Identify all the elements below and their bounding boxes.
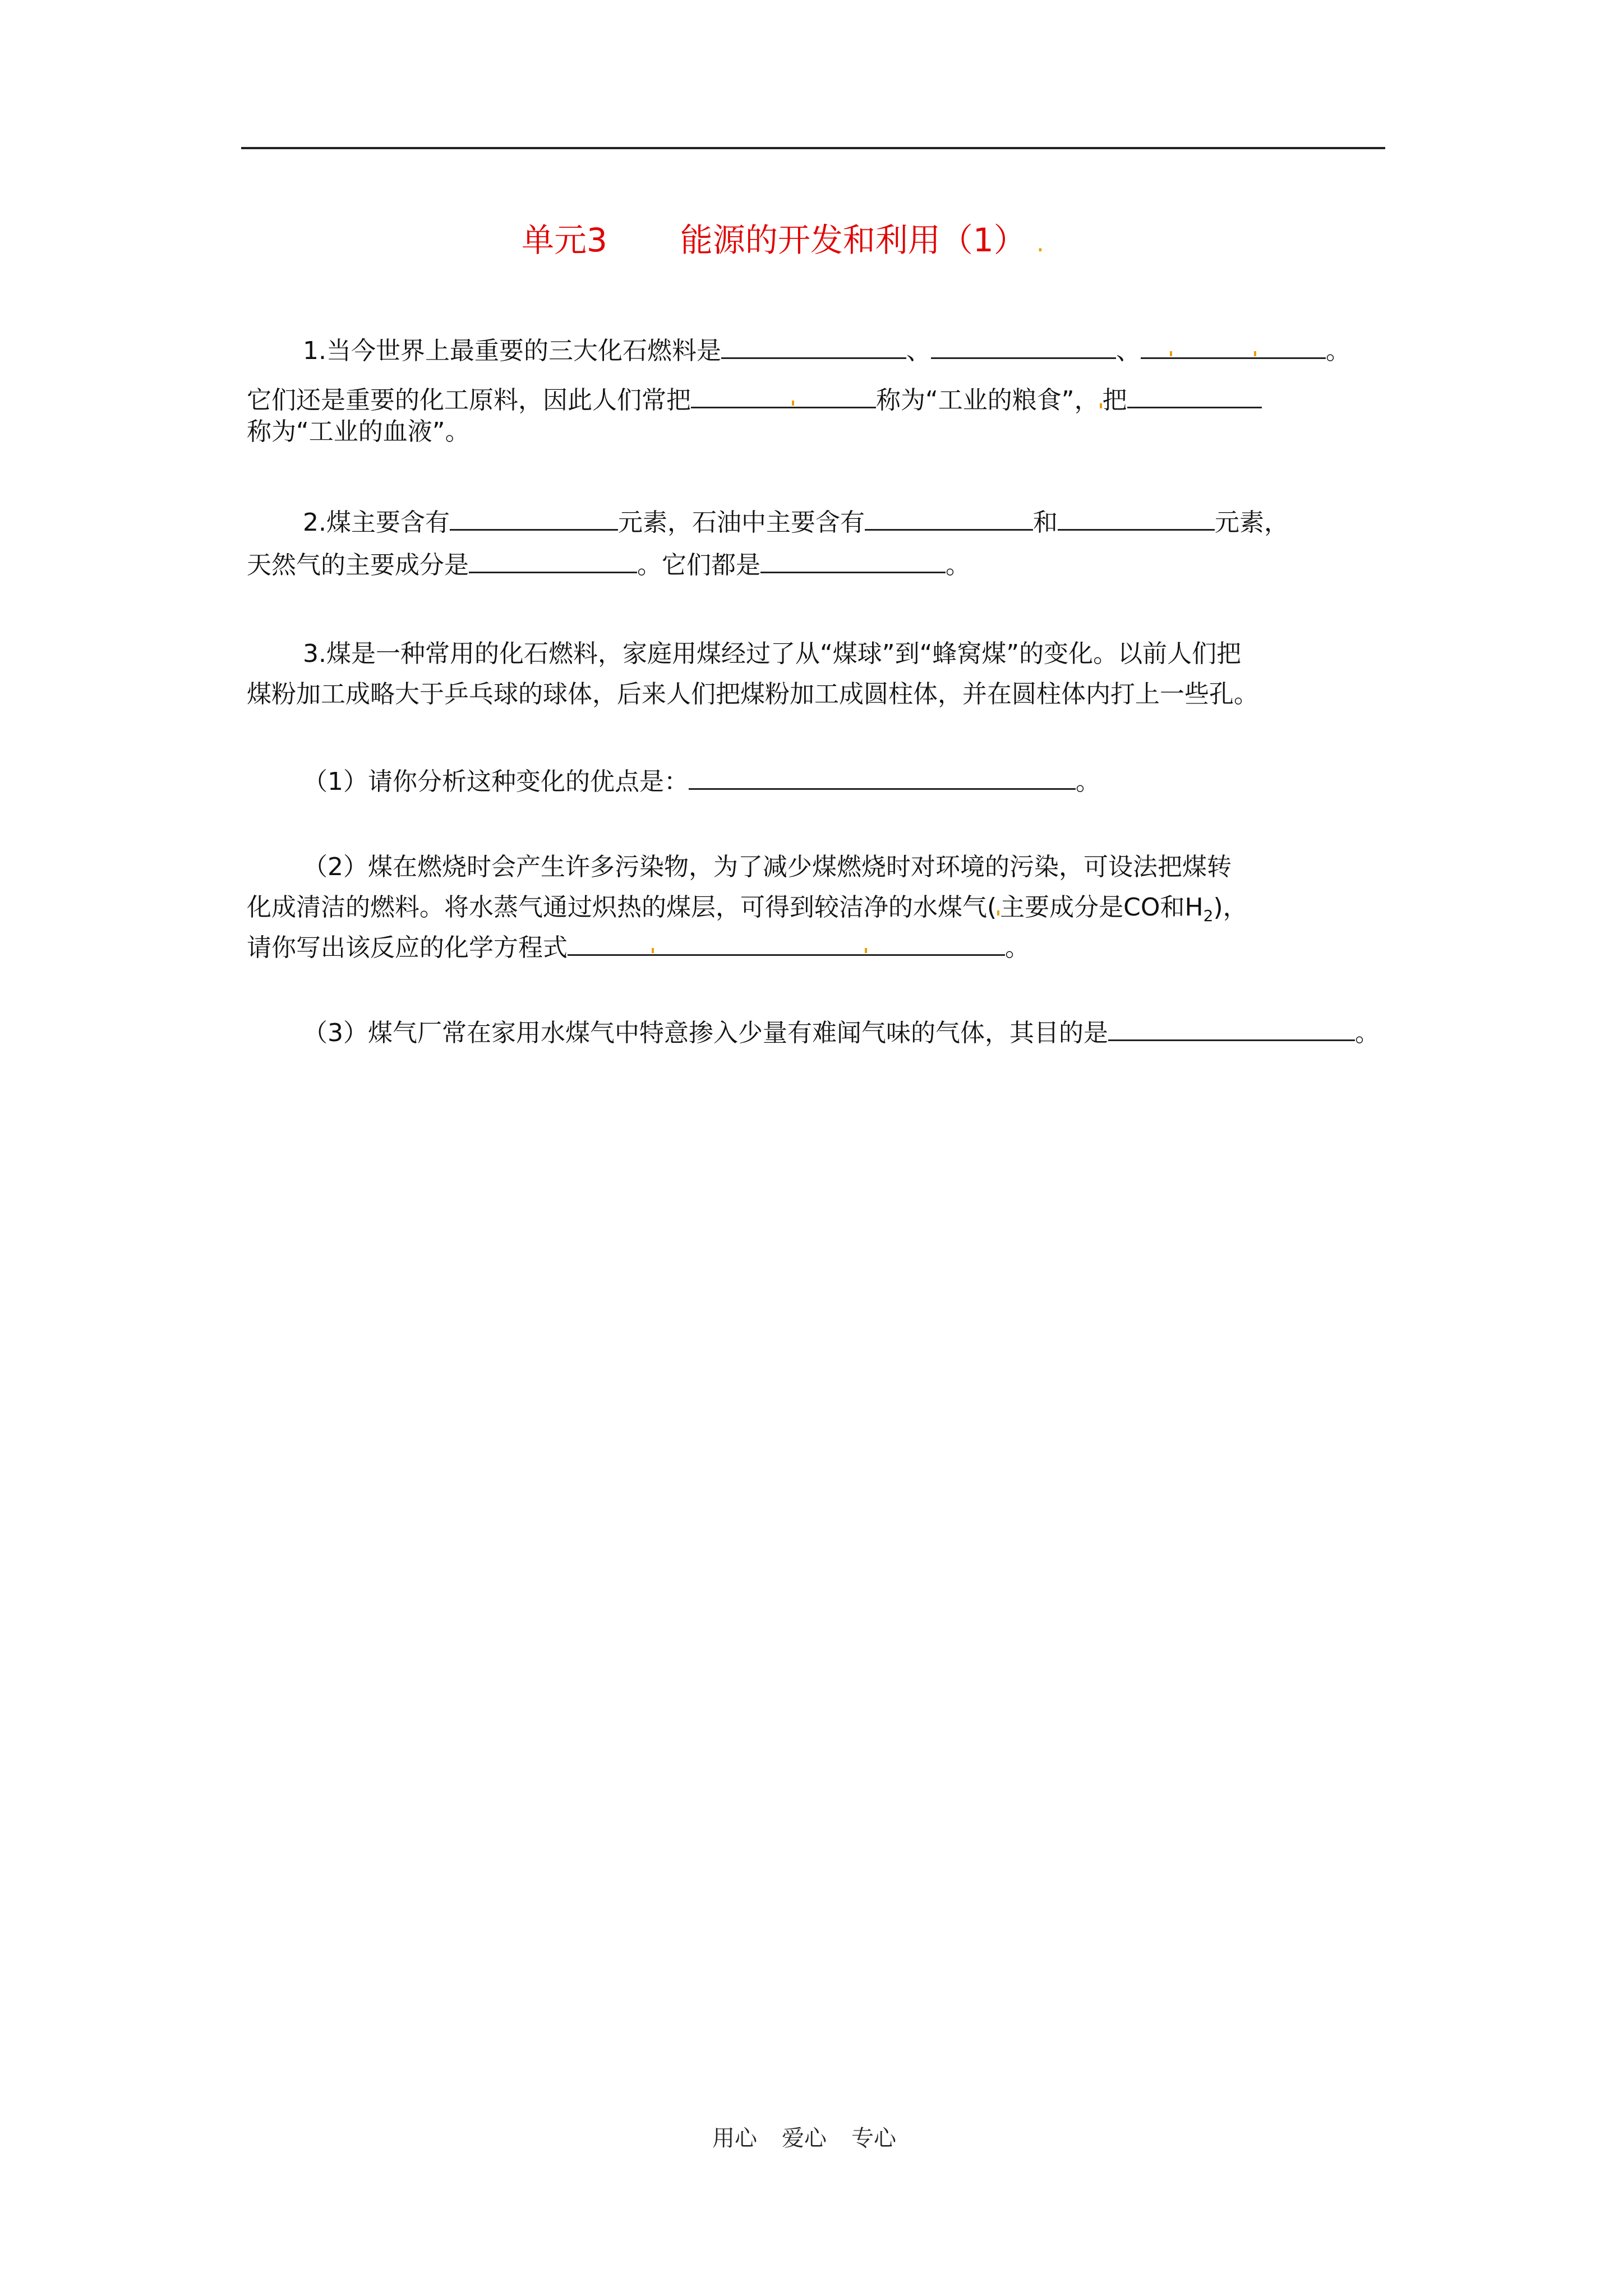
q2-line1-b: 元素，石油中主要含有 bbox=[617, 508, 865, 537]
q2-blank-3[interactable] bbox=[1058, 504, 1215, 531]
sub2-line2-b: 主要成分是CO和H bbox=[1000, 893, 1204, 922]
sub2-line3-b: 。 bbox=[1005, 933, 1030, 962]
sub1-end: 。 bbox=[1076, 767, 1100, 796]
q1-blank-2[interactable] bbox=[931, 333, 1116, 359]
sub2-mark bbox=[997, 910, 999, 915]
q1-blank-1[interactable] bbox=[721, 333, 906, 359]
footer-item-1: 用心 bbox=[712, 2125, 757, 2151]
title-dot: . bbox=[1036, 229, 1044, 257]
q1-end: 。 bbox=[1325, 337, 1350, 365]
sub3-blank[interactable] bbox=[1108, 1015, 1355, 1041]
q1-line2-a: 它们还是重要的化工原料，因此人们常把 bbox=[247, 386, 691, 415]
q1-sep-2: 、 bbox=[1115, 337, 1141, 365]
q1-sep-1: 、 bbox=[906, 337, 931, 365]
title-unit: 单元3 bbox=[522, 221, 607, 259]
q1-line3 bbox=[247, 399, 1469, 464]
q3-line2-text: 煤粉加工成略大于乒乓球的球体，后来人们把煤粉加工成圆柱体，并在圆柱体内打上一些孔。 bbox=[247, 680, 1258, 708]
footer-item-3: 专心 bbox=[851, 2125, 896, 2151]
sub1-label: （1） bbox=[303, 767, 368, 796]
q2-line2-a: 天然气的主要成分是 bbox=[247, 551, 469, 579]
sub3-label: （3） bbox=[303, 1019, 368, 1047]
sub3-end: 。 bbox=[1355, 1019, 1380, 1047]
q2-blank-2[interactable] bbox=[865, 504, 1033, 531]
sub2-line2-a: 化成清洁的燃料。将水蒸气通过炽热的煤层，可得到较洁净的水煤气( bbox=[247, 893, 997, 922]
q3-line1-text: 3.煤是一种常用的化石燃料，家庭用煤经过了从“煤球”到“蜂窝煤”的变化。以前人们把 bbox=[303, 639, 1242, 668]
q2-line2-b: 。它们都是 bbox=[637, 551, 760, 579]
q1-blank-3[interactable] bbox=[1141, 333, 1326, 359]
header-rule bbox=[241, 147, 1385, 149]
sub3-line bbox=[247, 1001, 1525, 1066]
sub2-line3-a: 请你写出该反应的化学方程式 bbox=[247, 933, 568, 962]
q2-line2-c: 。 bbox=[946, 551, 970, 579]
sub2-subscript: 2 bbox=[1203, 906, 1214, 925]
q1-line2-b: 称为“工业的粮食”， bbox=[876, 386, 1099, 415]
q2-line1-d: 元素， bbox=[1214, 508, 1289, 537]
q1-line2-c: 把 bbox=[1102, 386, 1127, 415]
footer-item-2: 爱心 bbox=[782, 2125, 827, 2151]
sub3-text: 煤气厂常在家用水煤气中特意掺入少量有难闻气味的气体，其目的是 bbox=[368, 1019, 1108, 1047]
q2-line2 bbox=[247, 533, 1469, 598]
sub2-line3 bbox=[247, 915, 1469, 981]
title-topic: 能源的开发和利用（1） bbox=[680, 221, 1026, 259]
sub2-line2-c: )， bbox=[1213, 893, 1248, 922]
q3-line2 bbox=[247, 662, 1469, 727]
page-title bbox=[522, 212, 1251, 268]
sub2-label: （2） bbox=[303, 853, 368, 881]
sub1-blank[interactable] bbox=[689, 763, 1076, 790]
q2-line1-c: 和 bbox=[1032, 508, 1058, 537]
sub2-line1-text: 煤在燃烧时会产生许多污染物，为了减少煤燃烧时对环境的污染，可设法把煤转 bbox=[368, 853, 1232, 881]
sub1-line bbox=[247, 749, 1525, 815]
q2-blank-1[interactable] bbox=[450, 504, 618, 531]
sub2-blank[interactable] bbox=[568, 930, 1005, 956]
q2-line1-a: 2.煤主要含有 bbox=[303, 508, 450, 537]
q2-blank-4[interactable] bbox=[469, 547, 637, 573]
q1-text: 1.当今世界上最重要的三大化石燃料是 bbox=[303, 337, 721, 365]
q1-line3-text: 称为“工业的血液”。 bbox=[247, 417, 470, 446]
sub1-text: 请你分析这种变化的优点是： bbox=[368, 767, 689, 796]
q2-blank-5[interactable] bbox=[760, 547, 946, 573]
page-footer bbox=[712, 2122, 937, 2155]
